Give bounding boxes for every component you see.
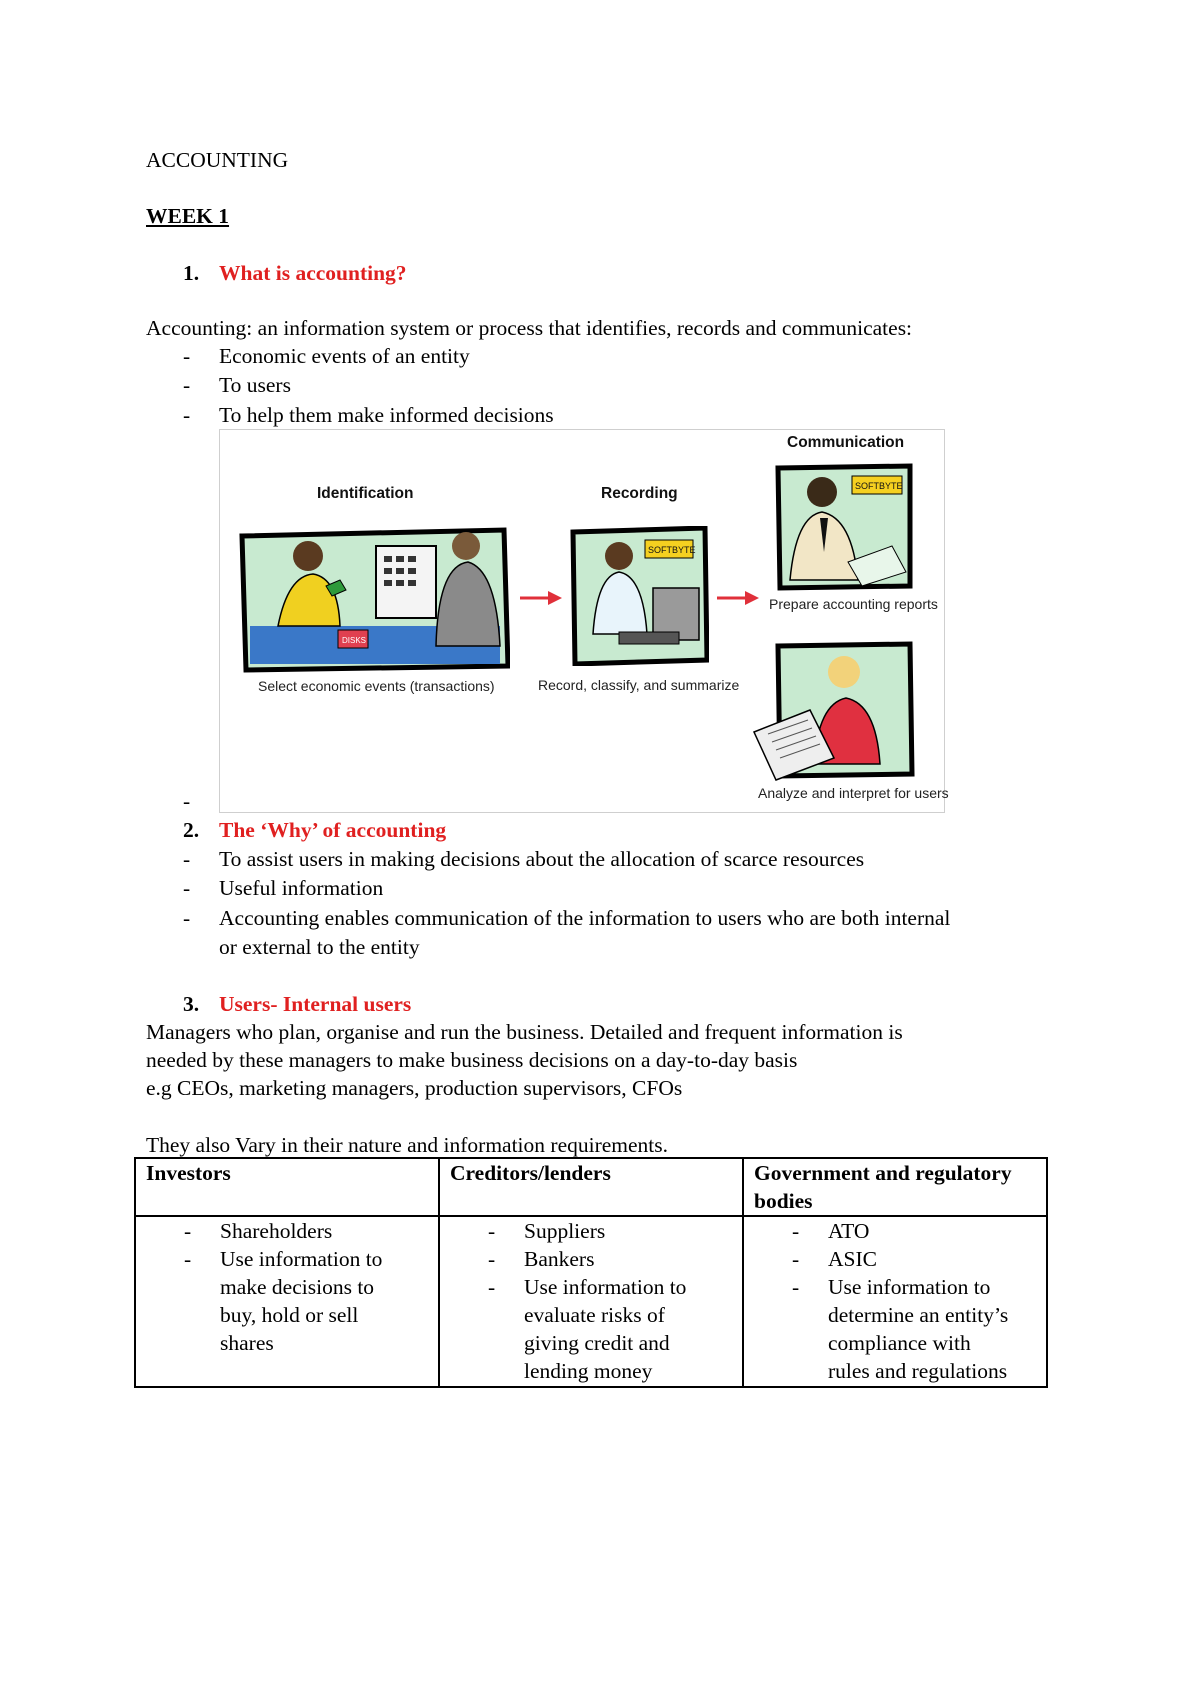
- list-item: - ATO: [744, 1217, 1013, 1245]
- header-government: Government and regulatory bodies: [743, 1158, 1047, 1216]
- accounting-process-figure: [219, 429, 949, 813]
- users-table: [134, 1157, 1048, 1388]
- table-header-row: [135, 1158, 1047, 1216]
- arrow-right-icon: [715, 590, 761, 606]
- prepare-caption: Prepare accounting reports: [769, 596, 938, 612]
- internal-users-text: Managers who plan, organise and run the business. Detailed and frequent information is: [146, 1020, 903, 1044]
- list-item: - Use information to evaluate risks of giving credit and lending money: [440, 1273, 709, 1385]
- investors-cell: [135, 1216, 439, 1387]
- week-heading: WEEK 1: [146, 204, 230, 228]
- bullet-dash: -: [183, 344, 191, 368]
- identification-label: Identification: [317, 485, 414, 502]
- government-cell: [743, 1216, 1047, 1387]
- table-row: [135, 1216, 1047, 1387]
- recording-illustration: [569, 526, 709, 666]
- section-3-number: 3.: [183, 992, 200, 1016]
- bullet-dash: -: [183, 906, 191, 930]
- why-bullet: To assist users in making decisions about the allocation of scarce resources: [219, 847, 865, 871]
- section-1-heading: What is accounting?: [219, 261, 407, 285]
- empty-bullet: -: [183, 789, 191, 813]
- why-bullet: Accounting enables communication of the information to users who are both internal: [219, 906, 951, 930]
- bullet-dash: -: [183, 403, 191, 427]
- bullet-dash: -: [183, 373, 191, 397]
- section-2-number: 2.: [183, 818, 200, 842]
- recording-caption: Record, classify, and summarize: [538, 677, 740, 693]
- analyze-caption: Analyze and interpret for users: [758, 785, 949, 801]
- communication-report-illustration: [774, 462, 914, 592]
- box-label: DISKS: [342, 636, 367, 645]
- list-item: - Use information to determine an entity’s compliance with rules and regulations: [744, 1273, 1013, 1385]
- accounting-definition: Accounting: an information system or process that identifies, records and communicates:: [146, 316, 913, 340]
- list-item: - Shareholders: [136, 1217, 405, 1245]
- identification-illustration: [238, 526, 510, 674]
- definition-bullet: To help them make informed decisions: [219, 403, 554, 427]
- definition-bullet: To users: [219, 373, 291, 397]
- section-1-number: 1.: [183, 261, 200, 285]
- vary-text: They also Vary in their nature and information requirements.: [146, 1133, 669, 1157]
- why-bullet-continuation: or external to the entity: [219, 935, 420, 959]
- document-title: ACCOUNTING: [146, 148, 289, 172]
- bullet-dash: -: [183, 847, 191, 871]
- list-item: - ASIC: [744, 1245, 1013, 1273]
- bullet-dash: -: [183, 876, 191, 900]
- arrow-right-icon: [518, 590, 564, 606]
- why-bullet: Useful information: [219, 876, 384, 900]
- internal-users-examples: e.g CEOs, marketing managers, production supervisors, CFOs: [146, 1076, 683, 1100]
- creditors-cell: [439, 1216, 743, 1387]
- section-2-heading: The ‘Why’ of accounting: [219, 818, 447, 842]
- header-creditors: Creditors/lenders: [439, 1158, 743, 1216]
- list-item: - Bankers: [440, 1245, 709, 1273]
- section-3-heading: Users- Internal users: [219, 992, 412, 1016]
- header-investors: Investors: [135, 1158, 439, 1216]
- brand-label: SOFTBYTE: [855, 481, 903, 491]
- definition-bullet: Economic events of an entity: [219, 344, 470, 368]
- list-item: - Use information to make decisions to buy, hold or sell shares: [136, 1245, 405, 1357]
- communication-analyze-illustration: [750, 640, 920, 782]
- communication-label: Communication: [787, 434, 905, 451]
- brand-label: SOFTBYTE: [648, 545, 696, 555]
- internal-users-text: needed by these managers to make business decisions on a day-to-day basis: [146, 1048, 798, 1072]
- identification-caption: Select economic events (transactions): [258, 678, 495, 694]
- list-item: - Suppliers: [440, 1217, 709, 1245]
- recording-label: Recording: [601, 485, 678, 502]
